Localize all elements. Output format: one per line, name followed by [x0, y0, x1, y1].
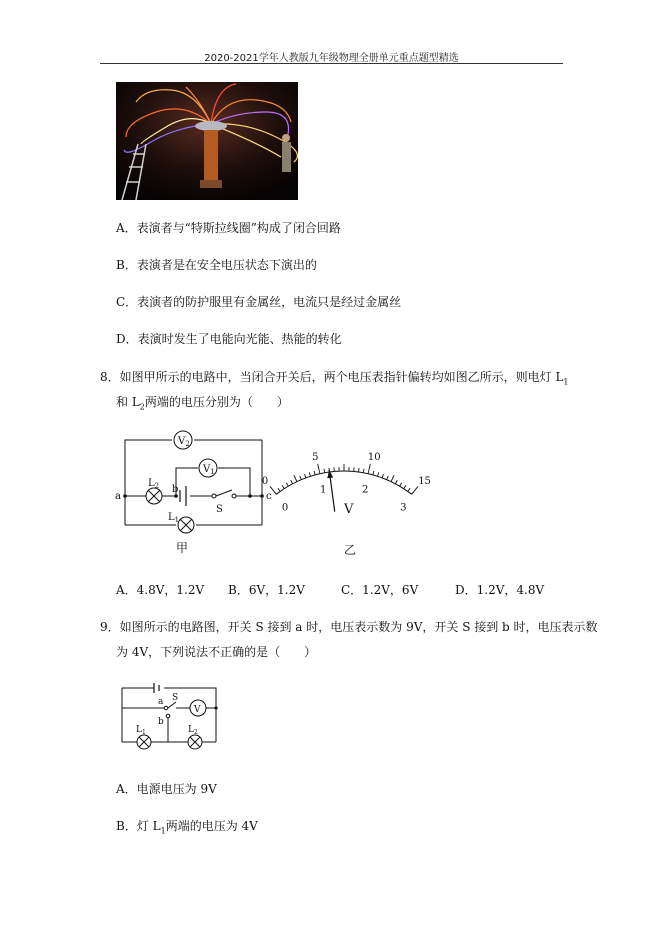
svg-text:10: 10 [367, 452, 381, 464]
svg-text:V2: $V_2$ [178, 436, 190, 448]
dial-tick [270, 486, 276, 494]
dial-tick [400, 483, 402, 486]
q7-option-c: C．表演者的防护服里有金属丝，电流只是经过金属丝 [116, 295, 402, 309]
q9-circuit-diagram [112, 680, 227, 755]
svg-text:L1: $L_1$ [136, 725, 146, 736]
page-header: 2020-2021学年人教版九年级物理全册单元重点题型精选 [204, 53, 459, 64]
svg-text:a: a [158, 697, 164, 707]
dial-tick [278, 488, 280, 491]
q7-option-b: B．表演者是在安全电压状态下演出的 [116, 258, 317, 272]
dial-tick [359, 468, 360, 472]
svg-text:a: a [115, 491, 121, 502]
tesla-coil-photo [116, 82, 298, 200]
dial-tick [368, 464, 370, 474]
svg-text:2: 2 [362, 484, 369, 496]
svg-text:V: V [194, 705, 201, 715]
svg-text:1: 1 [319, 484, 327, 496]
q8-option-a: A．4.8V，1.2V [116, 583, 205, 597]
dial-tick [404, 485, 406, 488]
q8-option-d: D．1.2V，4.8V [455, 583, 545, 597]
dial-tick [282, 485, 284, 488]
q9-stem-line1: 9．如图所示的电路图，开关 S 接到 a 时，电压表示数为 9V，开关 S 接到 b 时，电压表示数 [100, 620, 598, 634]
q8-stem-line2: 和 $L_2$两端的电压分别为（ ） [116, 395, 289, 412]
svg-text:0: 0 [261, 475, 269, 487]
dial-tick [318, 464, 320, 474]
q8-voltmeter-dial-yi [262, 436, 442, 561]
svg-text:c: c [266, 491, 272, 502]
svg-text:0: 0 [281, 502, 289, 514]
q9-stem-line2: 为 4V，下列说法不正确的是（ ） [116, 645, 317, 659]
svg-text:L1: $L_1$ [168, 512, 180, 524]
q7-option-a: A．表演者与“特斯拉线圈”构成了闭合回路 [116, 221, 341, 235]
dial-tick [294, 475, 297, 481]
svg-text:L2: $L_2$ [188, 725, 198, 736]
caption-yi: 乙 [344, 543, 357, 557]
dial-unit: V [344, 502, 354, 517]
svg-text:15: 15 [418, 475, 431, 487]
svg-text:S: S [172, 693, 179, 703]
caption-jia: 甲 [176, 541, 189, 555]
svg-text:S: S [216, 504, 223, 515]
svg-text:b: b [158, 717, 164, 727]
q7-option-d: D．表演时发生了电能向光能、热能的转化 [116, 332, 342, 346]
dial-tick [408, 488, 410, 491]
q9-option-b: B．灯 $L_1$两端的电压为 4V [116, 819, 258, 836]
q8-option-c: C．1.2V，6V [341, 583, 419, 597]
q8-stem-line1: 8．如图甲所示的电路中，当闭合开关后，两个电压表指针偏转均如图乙所示，则电灯 $L_1$ [100, 370, 569, 387]
svg-text:V1: $V_1$ [203, 464, 215, 476]
q8-circuit-diagram-jia [110, 428, 270, 558]
svg-text:5: 5 [312, 452, 319, 464]
header-rule [100, 63, 563, 64]
dial-tick [286, 483, 288, 486]
svg-text:3: 3 [400, 502, 407, 514]
svg-text:L2: $L_2$ [148, 478, 160, 490]
q8-option-b: B．6V，1.2V [228, 583, 305, 597]
svg-text:b: b [172, 484, 179, 495]
dial-tick [412, 486, 418, 494]
dial-tick [391, 475, 394, 481]
q9-option-a: A．电源电压为 9V [116, 782, 217, 796]
